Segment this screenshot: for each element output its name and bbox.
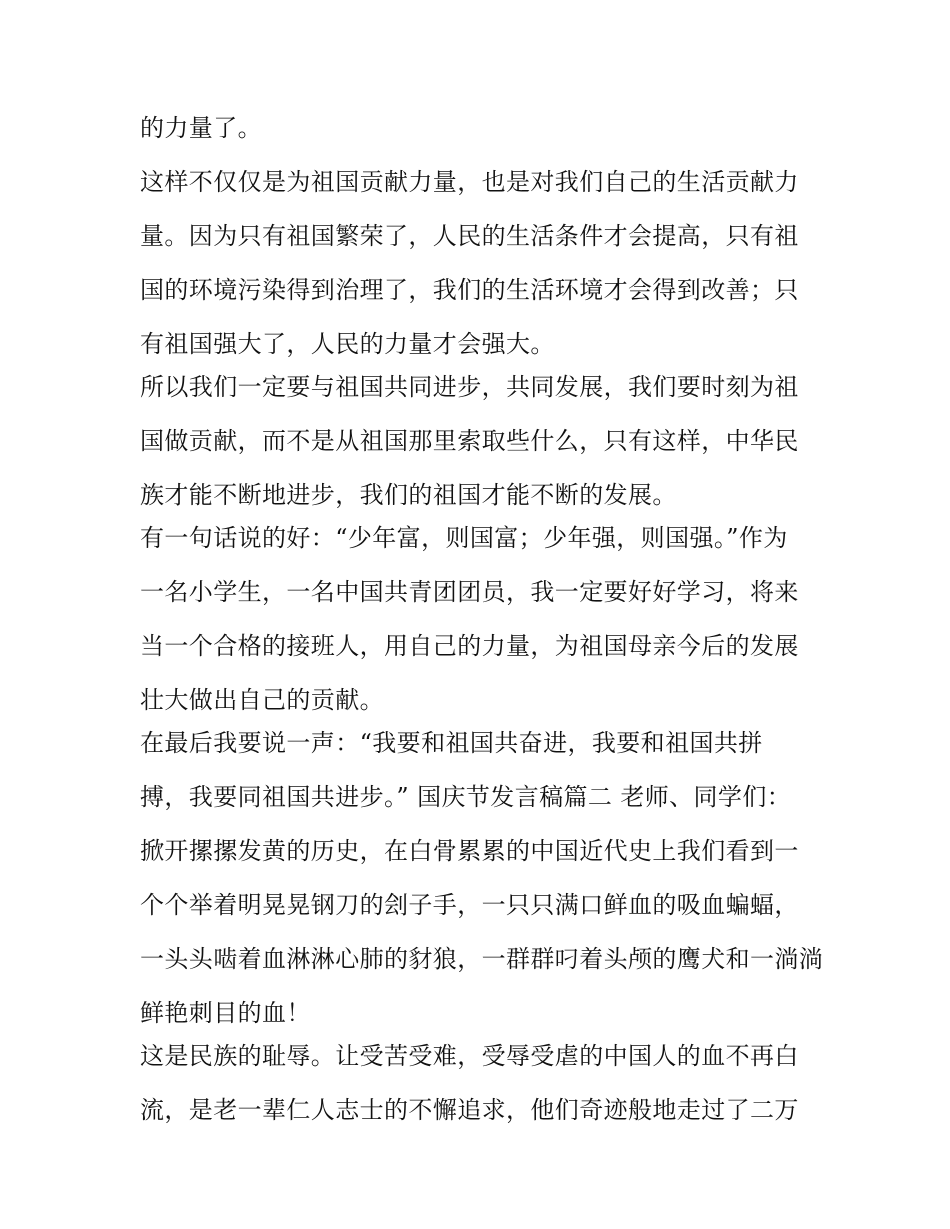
text-line: 掀开摞摞发黄的历史，在白骨累累的中国近代史上我们看到一 <box>140 837 799 865</box>
text-line: 有祖国强大了，人民的力量才会强大。 <box>140 330 555 358</box>
text-line: 当一个合格的接班人，用自己的力量，为祖国母亲今后的发展 <box>140 632 799 660</box>
text-line: 流，是老一辈仁人志士的不懈追求，他们奇迹般地走过了二万 <box>140 1096 799 1124</box>
text-line: 这是民族的耻辱。让受苦受难，受辱受虐的中国人的血不再白 <box>140 1042 799 1070</box>
text-line: 一头头啮着血淋淋心肺的豺狼，一群群叼着头颅的鹰犬和一淌淌 <box>140 945 824 973</box>
text-line: 壮大做出自己的贡献。 <box>140 686 384 714</box>
text-line: 国的环境污染得到治理了，我们的生活环境才会得到改善；只 <box>140 276 799 304</box>
text-line: 族才能不断地进步，我们的祖国才能不断的发展。 <box>140 481 677 509</box>
text-line: 这样不仅仅是为祖国贡献力量，也是对我们自己的生活贡献力 <box>140 168 799 196</box>
text-line: 国做贡献，而不是从祖国那里索取些什么，只有这样，中华民 <box>140 427 799 455</box>
text-line: 一名小学生，一名中国共青团团员，我一定要好好学习，将来 <box>140 578 799 606</box>
text-line: 在最后我要说一声：“我要和祖国共奋进，我要和祖国共拼 <box>140 729 763 757</box>
text-line: 个个举着明晃晃钢刀的刽子手，一只只满口鲜血的吸血蝙蝠， <box>140 891 799 919</box>
text-line: 所以我们一定要与祖国共同进步，共同发展，我们要时刻为祖 <box>140 373 799 401</box>
text-line: 的力量了。 <box>140 114 262 142</box>
text-line: 有一句话说的好：“少年富，则国富；少年强，则国强。”作为 <box>140 524 788 552</box>
text-line: 搏，我要同祖国共进步。” 国庆节发言稿篇二 老师、同学们： <box>140 783 792 811</box>
text-line: 量。因为只有祖国繁荣了，人民的生活条件才会提高，只有祖 <box>140 222 799 250</box>
text-line: 鲜艳刺目的血！ <box>140 999 311 1027</box>
